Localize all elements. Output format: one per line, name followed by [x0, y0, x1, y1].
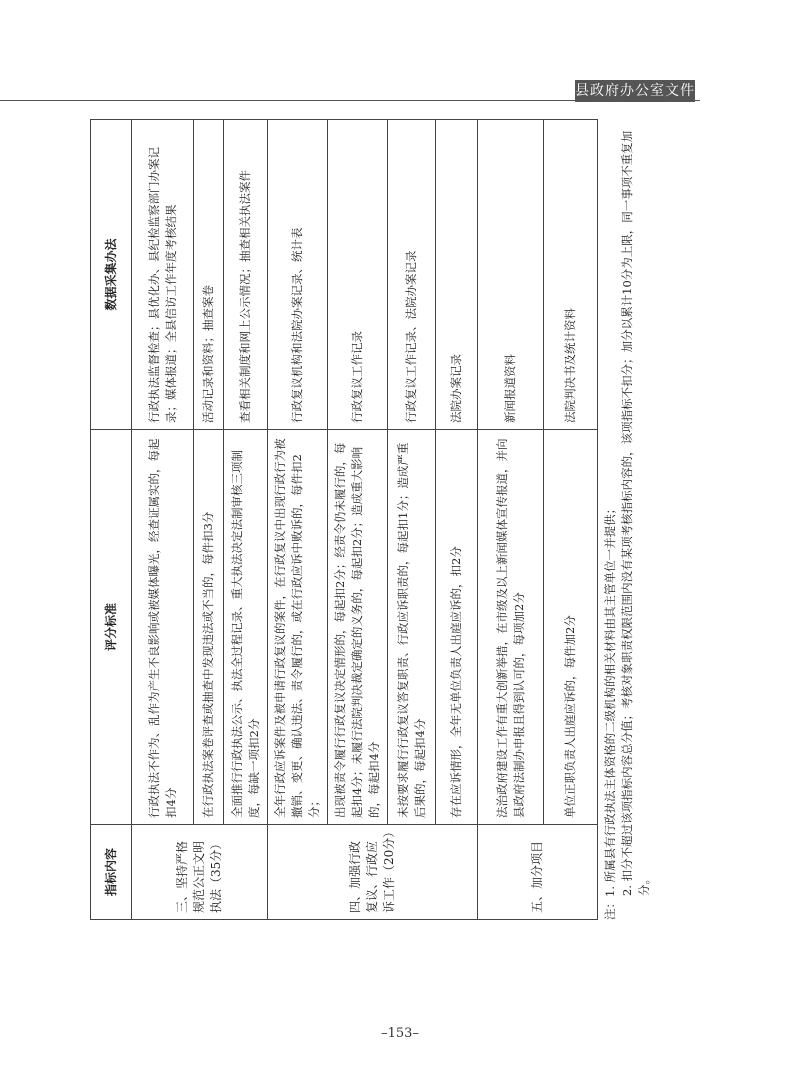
table-notes	[602, 120, 653, 920]
method-cell: 行政执法监督检查；县优化办、县纪检监察部门办案记录；媒体报道；全县信访工作年度考核结果	[132, 120, 194, 430]
standard-cell: 法治政府建设工作有重大创新举措，在市级及以上新闻媒体宣传报道，并向县政府法制办申报且得到认可的，每项加2分	[478, 430, 544, 825]
method-cell: 行政复议工作记录	[328, 120, 388, 430]
category-cell: 五、加分项目	[478, 825, 598, 920]
header-method: 数据采集办法	[91, 120, 132, 430]
table-row	[388, 120, 436, 920]
method-cell: 行政复议工作记录、法院办案记录	[388, 120, 436, 430]
rotated-page-content	[90, 120, 700, 920]
table-row	[224, 120, 268, 920]
document-header-tag: 县政府办公室文件	[575, 80, 695, 102]
table-row	[268, 120, 328, 920]
table-row	[544, 120, 598, 920]
note-line: 注：1. 所属县有行政执法主体资格的二级机构的相关材料由其主管单位一并提供；	[603, 502, 617, 920]
note-line: 2. 扣分不超过该项指标内容总分值；考核对象职责权限范围内没有某项考核指标内容的，该项指标不扣分；加分以累计10分为上限，同一事项不重复加分。	[620, 130, 651, 896]
standard-cell: 出现被责令履行行政复议决定情形的，每起扣2分；经责令仍未履行的，每起扣4分；未履行法院判决裁定确定的义务的，每起扣2分；造成重大影响的，每起扣4分	[328, 430, 388, 825]
standard-cell: 行政执法不作为、乱作为产生不良影响或被媒体曝光，经查证属实的，每起扣4分	[132, 430, 194, 825]
header-indicator: 指标内容	[91, 825, 132, 920]
method-cell: 行政复议机构和法院办案记录、统计表	[268, 120, 328, 430]
rotated-inner	[90, 120, 700, 920]
category-cell: 四、加强行政复议、行政应诉工作（20分）	[268, 825, 478, 920]
method-cell: 法院判决书及统计资料	[544, 120, 598, 430]
method-cell: 法院办案记录	[436, 120, 478, 430]
table-row	[436, 120, 478, 920]
scoring-table	[90, 119, 598, 920]
method-cell: 查看相关制度和网上公示情况；抽查相关执法案件	[224, 120, 268, 430]
category-cell: 三、坚持严格规范公正文明执法（35分）	[132, 825, 268, 920]
page-number: –153–	[381, 1026, 419, 1041]
standard-cell: 单位正职负责人出庭应诉的，每件加2分	[544, 430, 598, 825]
standard-cell: 全年行政应诉案件及被申请行政复议的案件，在行政复议中出现行政行为被撤销、变更、确认违法、责令履行的，或在行政应诉中败诉的，每件扣2分；	[268, 430, 328, 825]
standard-cell: 未按要求履行行政复议答复职责、行政应诉职责的，每起扣1分；造成严重后果的，每起扣4分	[388, 430, 436, 825]
standard-cell: 全面推行行政执法公示、执法全过程记录、重大执法决定法制审核三项制度，每缺一项扣2分	[224, 430, 268, 825]
header-standard: 评分标准	[91, 430, 132, 825]
standard-cell: 存在应诉情形，全年无单位负责人出庭应诉的，扣2分	[436, 430, 478, 825]
table-row	[132, 120, 194, 920]
table-row	[194, 120, 224, 920]
table-header-row	[91, 120, 132, 920]
table-row	[328, 120, 388, 920]
table-row	[478, 120, 544, 920]
method-cell: 新闻报道资料	[478, 120, 544, 430]
standard-cell: 在行政执法案卷评查或抽查中发现违法或不当的，每件扣3分	[194, 430, 224, 825]
method-cell: 活动记录和资料；抽查案卷	[194, 120, 224, 430]
